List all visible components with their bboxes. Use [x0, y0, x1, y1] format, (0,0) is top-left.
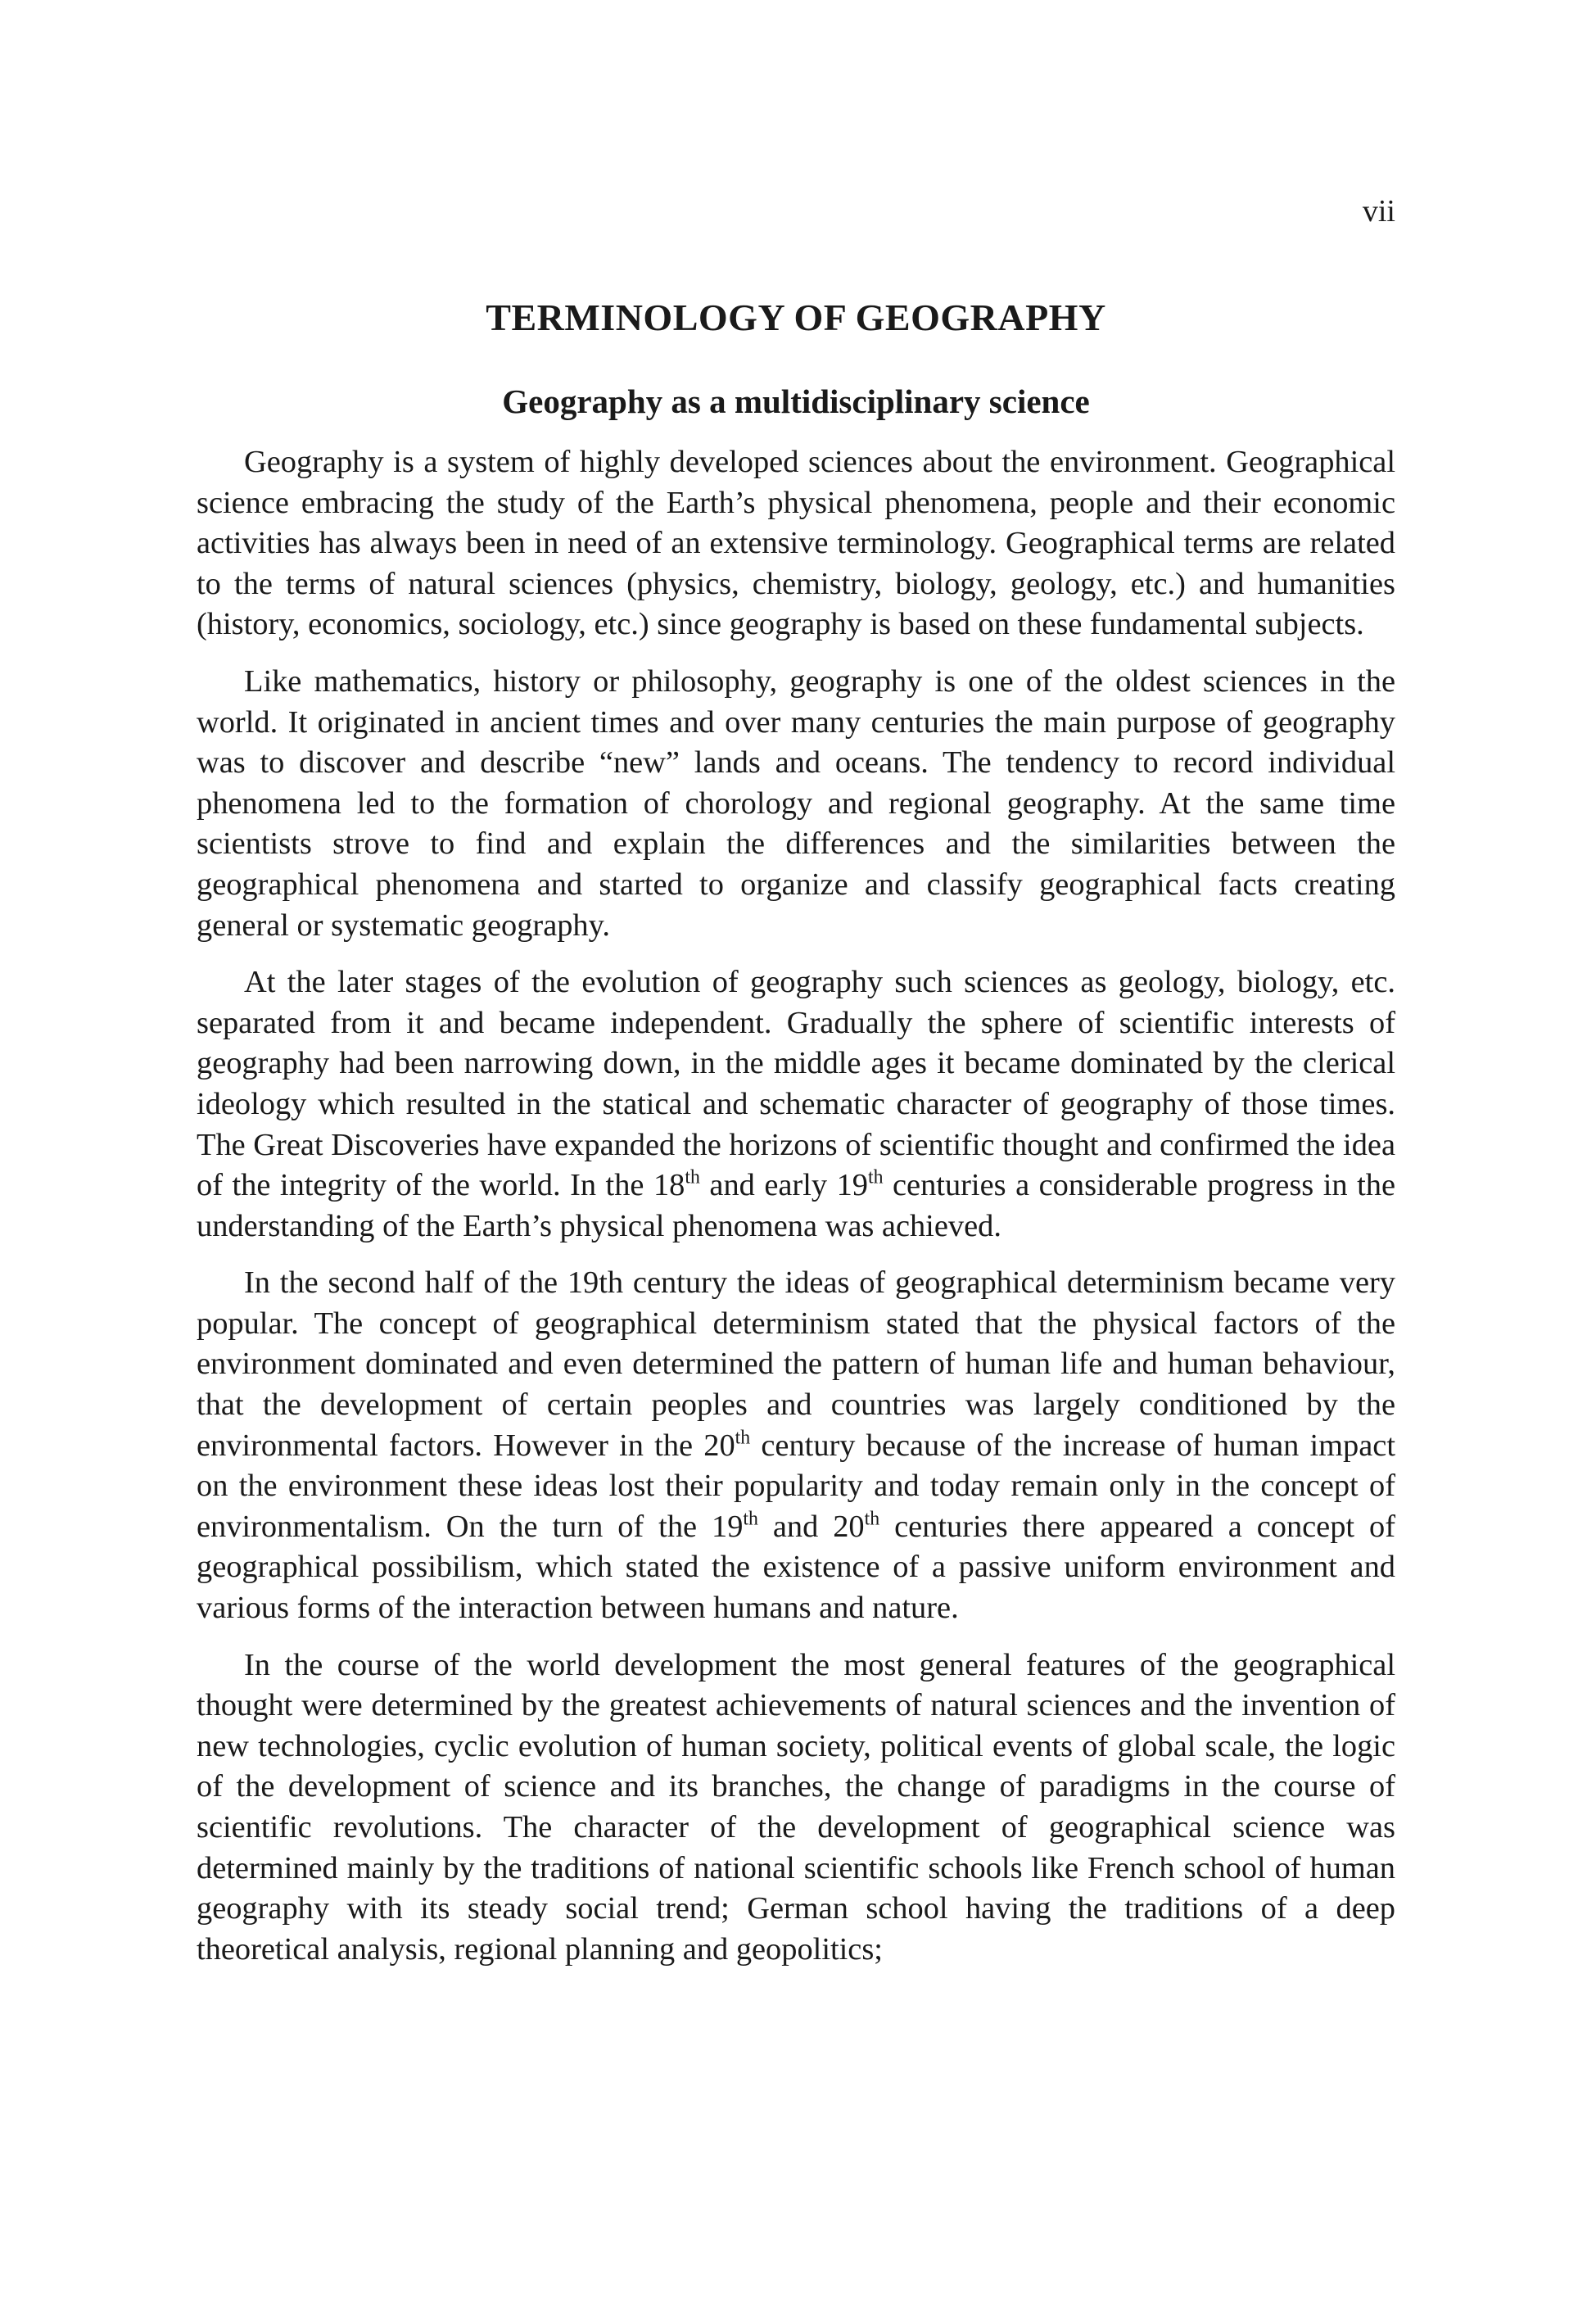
paragraph-4-part-b: century because of the increase of human impact on the environment these ideas lost their popularity and today remain only in the concept of environmentalism. On the turn of the 19: [197, 1428, 1395, 1544]
document-page: [197, 0, 1395, 2322]
ordinal-suffix: th: [864, 1508, 880, 1530]
paragraph-3-part-b: and early 19: [699, 1168, 868, 1203]
ordinal-suffix: th: [735, 1426, 751, 1448]
paragraph-1: Geography is a system of highly developed sciences about the environment. Geographical science embracing the study of the Earth’s physical phenomena, people and their economic activities has always been in need of an extensive terminology. Geographical terms are related to the terms of natural sciences (physics, chemistry, biology, geology, etc.) and humanities (history, economics, sociology, etc.) since geography is based on these fundamental subjects.: [197, 445, 1395, 642]
ordinal-suffix: th: [685, 1166, 700, 1188]
paragraph-3-part-c: centuries a considerable progress in the understanding of the Earth’s physical phenomena was achieved.: [197, 1168, 1396, 1243]
body-text: [197, 442, 1395, 1986]
paragraph-4-part-c: and 20: [757, 1509, 865, 1544]
paragraph-3-part-a: At the later stages of the evolution of geography such sciences as geology, biology, etc. separated from it and became independent. Gradually the sphere of scientific interests of geography had been narrowing down, in the middle ages it became dominated by the clerical ideology which resulted in the statical and schematic character of geography of those times. The Great Discoveries have expanded the horizons of scientific thought and confirmed the idea of the integrity of the world. In the 18: [197, 965, 1395, 1203]
ordinal-suffix: th: [867, 1166, 884, 1188]
paragraph-5: In the course of the world development the most general features of the geographical thought were determined by the greatest achievements of natural sciences and the invention of new technologies, cyclic evolution of human society, political events of global scale, the logic of the development of science and its branches, the change of paradigms in the course of scientific revolutions. The character of the development of geographical science was determined mainly by the traditions of national scientific schools like French school of human geography with its steady social trend; German school having the traditions of a deep theoretical analysis, regional planning and geopolitics;: [197, 1647, 1395, 1967]
paragraph-3: [197, 962, 1395, 1247]
paragraph-2: Like mathematics, history or philosophy, geography is one of the oldest sciences in the world. It originated in ancient times and over many centuries the main purpose of geography was to discover and describe “new” lands and oceans. The tendency to record individual phenomena led to the formation of chorology and regional geography. At the same time scientists strove to find and explain the differences and the similarities between the geographical phenomena and started to organize and classify geographical facts creating general or systematic geography.: [197, 663, 1395, 943]
section-title: Geography as a multidisciplinary science: [502, 382, 1090, 420]
paragraph-4-part-a: In the second half of the 19th century the ideas of geographical determinism became very popular. The concept of geographical determinism stated that the physical factors of the environment dominated and even determined the pattern of human life and human behaviour, that the development of certain peoples and countries was largely conditioned by the environmental factors. However in the 20: [197, 1265, 1395, 1463]
ordinal-suffix: th: [743, 1508, 758, 1530]
paragraph-4-part-d: centuries there appeared a concept of geographical possibilism, which stated the existence of a passive uniform environment and various forms of the interaction between humans and nature.: [197, 1509, 1395, 1626]
paragraph-4: [197, 1263, 1395, 1628]
chapter-title: TERMINOLOGY OF GEOGRAPHY: [486, 296, 1106, 338]
page-number: vii: [1362, 194, 1395, 229]
